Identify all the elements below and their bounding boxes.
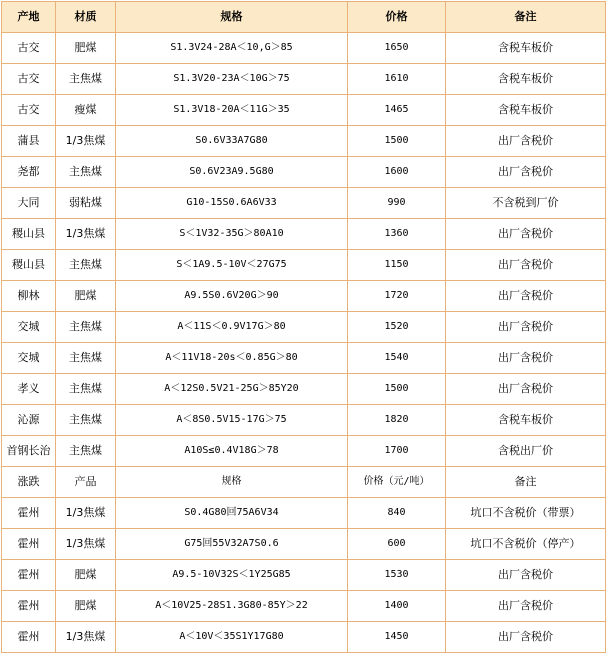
- cell-price: 840: [348, 498, 446, 529]
- cell-note: 出厂含税价: [446, 591, 606, 622]
- cell-note: 出厂含税价: [446, 374, 606, 405]
- cell-spec: S0.6V33A7G80: [116, 126, 348, 157]
- table-row: [2, 312, 606, 343]
- table-row: [2, 188, 606, 219]
- coal-price-table: [1, 1, 606, 653]
- cell-spec: 规格: [116, 467, 348, 498]
- cell-type: 主焦煤: [56, 250, 116, 281]
- cell-origin: 霍州: [2, 498, 56, 529]
- cell-type: 肥煤: [56, 281, 116, 312]
- cell-price: 1600: [348, 157, 446, 188]
- table-row: [2, 33, 606, 64]
- cell-price: 1400: [348, 591, 446, 622]
- table-row: [2, 157, 606, 188]
- cell-price: 1150: [348, 250, 446, 281]
- cell-origin: 霍州: [2, 560, 56, 591]
- cell-spec: A＜12S0.5V21-25G＞85Y20: [116, 374, 348, 405]
- cell-type: 主焦煤: [56, 157, 116, 188]
- cell-price: 1530: [348, 560, 446, 591]
- cell-type: 主焦煤: [56, 343, 116, 374]
- table-row: [2, 498, 606, 529]
- header-type: 材质: [56, 2, 116, 33]
- cell-note: 备注: [446, 467, 606, 498]
- cell-note: 含税车板价: [446, 95, 606, 126]
- cell-note: 出厂含税价: [446, 312, 606, 343]
- cell-type: 肥煤: [56, 591, 116, 622]
- cell-origin: 古交: [2, 95, 56, 126]
- cell-origin: 古交: [2, 64, 56, 95]
- cell-spec: S0.4G80回75A6V34: [116, 498, 348, 529]
- table-body: [2, 2, 606, 653]
- cell-note: 含税车板价: [446, 405, 606, 436]
- cell-origin: 首钢长治: [2, 436, 56, 467]
- table-row: [2, 64, 606, 95]
- cell-note: 坑口不含税价（停产）: [446, 529, 606, 560]
- cell-note: 出厂含税价: [446, 560, 606, 591]
- cell-spec: S1.3V24-28A＜10,G＞85: [116, 33, 348, 64]
- cell-price: 1500: [348, 126, 446, 157]
- cell-spec: A9.5S0.6V20G＞90: [116, 281, 348, 312]
- cell-price: 1650: [348, 33, 446, 64]
- cell-spec: A＜10V＜35S1Y17G80: [116, 622, 348, 653]
- cell-type: 主焦煤: [56, 374, 116, 405]
- cell-spec: A＜8S0.5V15-17G＞75: [116, 405, 348, 436]
- table-row: [2, 250, 606, 281]
- cell-origin: 沁源: [2, 405, 56, 436]
- cell-origin: 稷山县: [2, 250, 56, 281]
- cell-spec: S1.3V18-20A＜11G＞35: [116, 95, 348, 126]
- cell-note: 出厂含税价: [446, 126, 606, 157]
- cell-note: 出厂含税价: [446, 281, 606, 312]
- header-note: 备注: [446, 2, 606, 33]
- header-price: 价格: [348, 2, 446, 33]
- cell-price: 1500: [348, 374, 446, 405]
- cell-note: 出厂含税价: [446, 343, 606, 374]
- cell-type: 肥煤: [56, 33, 116, 64]
- cell-spec: G10-15S0.6A6V33: [116, 188, 348, 219]
- cell-price: 1450: [348, 622, 446, 653]
- header-spec: 规格: [116, 2, 348, 33]
- cell-price: 价格（元/吨）: [348, 467, 446, 498]
- cell-type: 1/3焦煤: [56, 498, 116, 529]
- cell-type: 1/3焦煤: [56, 622, 116, 653]
- cell-origin: 孝义: [2, 374, 56, 405]
- cell-spec: S0.6V23A9.5G80: [116, 157, 348, 188]
- cell-type: 1/3焦煤: [56, 529, 116, 560]
- table-row: [2, 436, 606, 467]
- cell-spec: A＜11S＜0.9V17G＞80: [116, 312, 348, 343]
- table-row: [2, 281, 606, 312]
- cell-type: 主焦煤: [56, 312, 116, 343]
- header-origin: 产地: [2, 2, 56, 33]
- cell-note: 不含税到厂价: [446, 188, 606, 219]
- table-row: [2, 374, 606, 405]
- table-row: [2, 95, 606, 126]
- cell-origin: 霍州: [2, 622, 56, 653]
- table-row: [2, 219, 606, 250]
- cell-origin: 古交: [2, 33, 56, 64]
- cell-type: 主焦煤: [56, 405, 116, 436]
- cell-origin: 交城: [2, 343, 56, 374]
- table-header-row: [2, 2, 606, 33]
- cell-origin: 稷山县: [2, 219, 56, 250]
- cell-price: 1465: [348, 95, 446, 126]
- cell-note: 出厂含税价: [446, 157, 606, 188]
- table-row: [2, 529, 606, 560]
- cell-spec: A＜10V25-28S1.3G80-85Y＞22: [116, 591, 348, 622]
- cell-spec: S1.3V20-23A＜10G＞75: [116, 64, 348, 95]
- cell-spec: A10S≤0.4V18G＞78: [116, 436, 348, 467]
- table-row: [2, 560, 606, 591]
- table-row: [2, 126, 606, 157]
- cell-type: 瘦煤: [56, 95, 116, 126]
- cell-price: 1820: [348, 405, 446, 436]
- cell-type: 肥煤: [56, 560, 116, 591]
- cell-type: 主焦煤: [56, 436, 116, 467]
- cell-spec: S＜1A9.5-10V＜27G75: [116, 250, 348, 281]
- table-row: [2, 467, 606, 498]
- cell-note: 出厂含税价: [446, 219, 606, 250]
- cell-spec: A9.5-10V32S＜1Y25G85: [116, 560, 348, 591]
- cell-type: 弱粘煤: [56, 188, 116, 219]
- cell-note: 含税车板价: [446, 33, 606, 64]
- table-row: [2, 343, 606, 374]
- cell-price: 1720: [348, 281, 446, 312]
- table-row: [2, 405, 606, 436]
- cell-note: 出厂含税价: [446, 250, 606, 281]
- cell-price: 1700: [348, 436, 446, 467]
- cell-note: 出厂含税价: [446, 622, 606, 653]
- cell-origin: 霍州: [2, 591, 56, 622]
- cell-origin: 交城: [2, 312, 56, 343]
- cell-origin: 大同: [2, 188, 56, 219]
- cell-price: 1520: [348, 312, 446, 343]
- cell-price: 600: [348, 529, 446, 560]
- cell-origin: 霍州: [2, 529, 56, 560]
- cell-origin: 蒲县: [2, 126, 56, 157]
- cell-price: 1610: [348, 64, 446, 95]
- cell-spec: A＜11V18-20s＜0.85G＞80: [116, 343, 348, 374]
- cell-note: 含税车板价: [446, 64, 606, 95]
- cell-price: 1360: [348, 219, 446, 250]
- cell-note: 含税出厂价: [446, 436, 606, 467]
- cell-type: 主焦煤: [56, 64, 116, 95]
- table-row: [2, 622, 606, 653]
- cell-spec: S＜1V32-35G＞80A10: [116, 219, 348, 250]
- cell-origin: 柳林: [2, 281, 56, 312]
- cell-price: 1540: [348, 343, 446, 374]
- cell-origin: 涨跌: [2, 467, 56, 498]
- cell-price: 990: [348, 188, 446, 219]
- cell-note: 坑口不含税价（带票）: [446, 498, 606, 529]
- cell-type: 1/3焦煤: [56, 126, 116, 157]
- cell-spec: G75回55V32A7S0.6: [116, 529, 348, 560]
- table-row: [2, 591, 606, 622]
- cell-type: 产品: [56, 467, 116, 498]
- cell-origin: 尧都: [2, 157, 56, 188]
- cell-type: 1/3焦煤: [56, 219, 116, 250]
